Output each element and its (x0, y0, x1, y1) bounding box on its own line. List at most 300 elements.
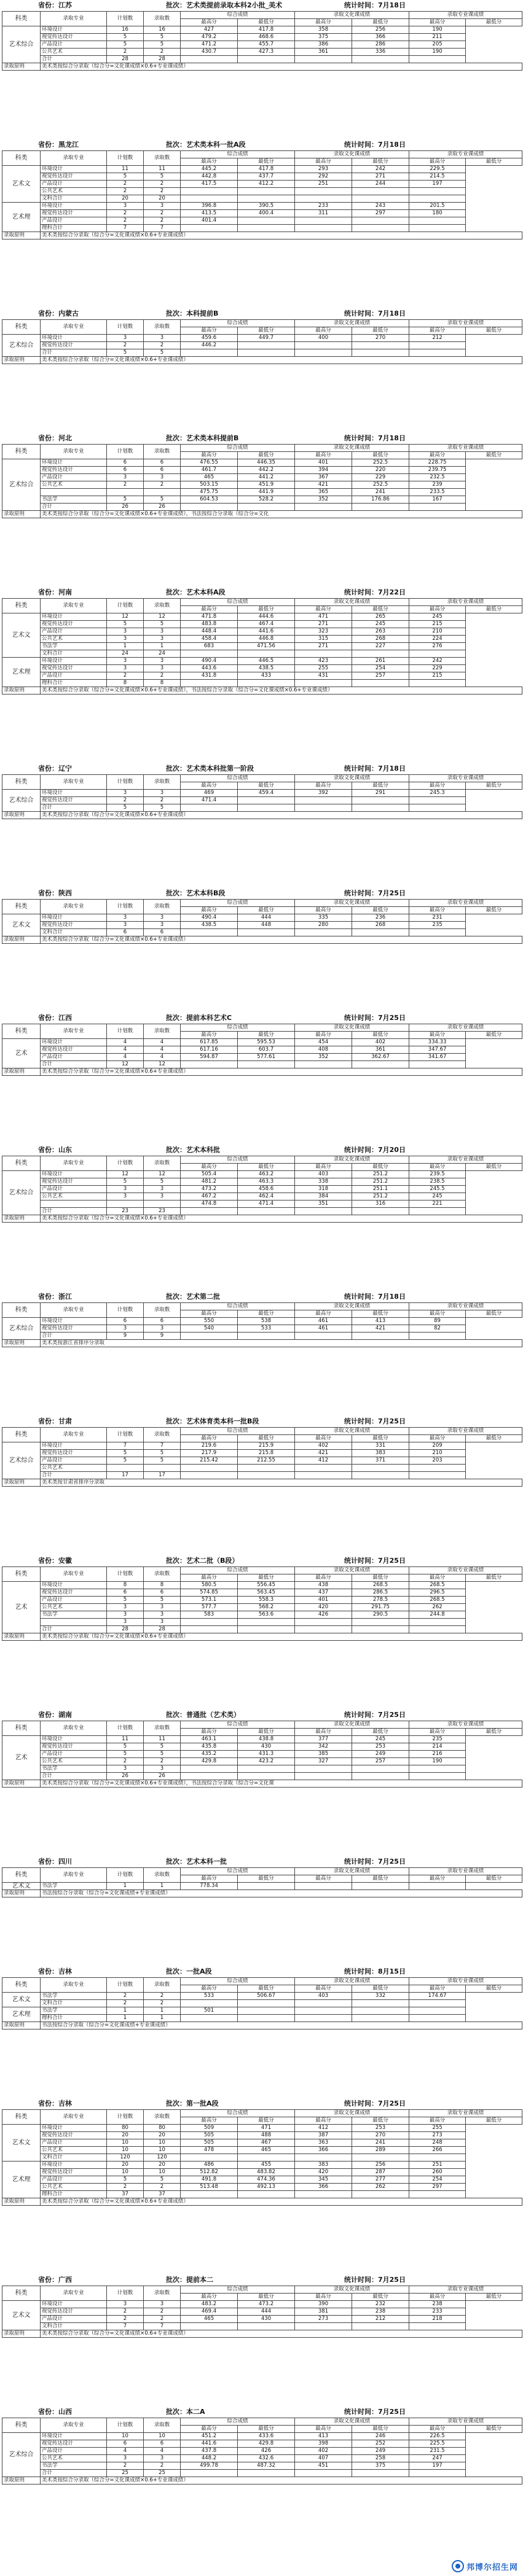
value-cell: 190 (409, 49, 466, 56)
value-cell: 5 (144, 1743, 181, 1751)
value-cell: 407 (295, 2455, 352, 2462)
value-cell: 2 (107, 1758, 144, 1765)
header-composite: 综合成绩 (181, 2110, 295, 2117)
value-cell: 12 (144, 613, 181, 621)
value-cell: 8 (144, 680, 181, 687)
header-max: 最高分 (181, 1164, 238, 1171)
value-cell: 473.2 (238, 2301, 295, 2308)
value-cell: 441.6 (181, 2440, 238, 2448)
value-cell: 366 (295, 2184, 352, 2191)
value-cell (352, 1465, 409, 1472)
value-cell: 7 (107, 2323, 144, 2330)
value-cell: 5 (144, 1450, 181, 1457)
header-max: 最高分 (295, 452, 352, 459)
value-cell: 475.75 (181, 489, 238, 496)
header-category: 科类 (2, 2110, 41, 2125)
value-cell: 421 (352, 1325, 409, 1333)
value-cell: 271 (295, 621, 352, 628)
major-cell (41, 1200, 107, 1208)
value-cell: 528.2 (238, 496, 295, 504)
admission-section (0, 1966, 523, 2029)
header-min: 最低分 (352, 2426, 409, 2433)
score-table (2, 150, 522, 239)
stat-date: 统计时间：7月25日 (344, 1417, 406, 1425)
value-cell: 334.33 (409, 1039, 466, 1046)
value-cell: 215.42 (181, 1457, 238, 1465)
rule-label: 录取原则 (2, 1479, 41, 1487)
header-max: 最高分 (181, 327, 238, 335)
header-max: 最高分 (295, 1310, 352, 1318)
major-cell: 合计 (41, 349, 107, 357)
category-cell: 艺术理 (2, 2162, 41, 2198)
major-cell: 合计 (41, 1333, 107, 1340)
value-cell (352, 217, 409, 225)
header-row (2, 599, 522, 606)
value-cell: 471.8 (181, 613, 238, 621)
value-cell: 462.4 (238, 1193, 295, 1200)
value-cell: 426 (295, 1611, 352, 1619)
value-cell: 201.5 (409, 203, 466, 210)
table-row (2, 1200, 522, 1208)
header-row (2, 1303, 522, 1310)
value-cell: 6 (107, 1589, 144, 1597)
value-cell: 403 (295, 1993, 352, 2000)
value-cell: 5 (144, 621, 181, 628)
value-cell: 268.5 (409, 1582, 466, 1589)
value-cell: 247 (409, 2455, 466, 2462)
section-header (0, 139, 523, 150)
rule-row (2, 511, 522, 518)
major-cell: 公共艺术 (41, 1604, 107, 1611)
value-cell (352, 1333, 409, 1340)
header-admit: 录取数 (144, 900, 181, 914)
table-row (2, 2316, 522, 2323)
category-cell: 艺术综合 (2, 335, 41, 357)
value-cell: 10 (107, 2169, 144, 2176)
value-cell: 471.2 (181, 41, 238, 49)
value-cell: 474.8 (181, 1200, 238, 1208)
header-max: 最高分 (409, 452, 466, 459)
header-row (2, 151, 522, 158)
table-row (2, 173, 522, 181)
value-cell: 603.7 (238, 1046, 295, 1054)
stat-date: 统计时间：7月18日 (344, 765, 406, 772)
value-cell: 2 (144, 181, 181, 188)
value-cell: 3 (107, 665, 144, 672)
section-header (0, 1013, 523, 1024)
value-cell (352, 2470, 409, 2477)
value-cell: 2 (107, 797, 144, 804)
value-cell (144, 1200, 181, 1208)
header-min: 最低分 (238, 1164, 295, 1171)
score-table (2, 1721, 522, 1788)
value-cell: 5 (107, 496, 144, 504)
value-cell (409, 195, 466, 203)
table-row (2, 1626, 522, 1633)
value-cell: 233 (409, 2308, 466, 2316)
value-cell: 215 (409, 621, 466, 628)
major-cell: 合计 (41, 1061, 107, 1068)
value-cell: 249 (352, 1751, 409, 1758)
value-cell: 1 (144, 643, 181, 650)
rule-label: 录取原则 (2, 2198, 41, 2206)
value-cell: 2 (107, 481, 144, 489)
value-cell: 286.5 (352, 1589, 409, 1597)
value-cell: 352 (295, 1054, 352, 1061)
header-category: 科类 (2, 1868, 41, 1883)
value-cell: 4 (144, 1039, 181, 1046)
table-row (2, 1333, 522, 1340)
value-cell: 8 (107, 1582, 144, 1589)
value-cell: 432.6 (238, 2455, 295, 2462)
header-admit: 录取数 (144, 1303, 181, 1318)
rule-text: 美术类按甘肃省排序分录取 (41, 1479, 522, 1487)
table-row (2, 1751, 522, 1758)
value-cell: 248 (409, 2139, 466, 2147)
header-admit: 录取数 (144, 1567, 181, 1582)
value-cell (238, 680, 295, 687)
table-row (2, 1472, 522, 1479)
value-cell (238, 349, 295, 357)
value-cell (238, 2000, 295, 2007)
table-row (2, 2191, 522, 2198)
major-cell: 环境设计 (41, 2301, 107, 2308)
value-cell (409, 2015, 466, 2022)
major-cell: 合计 (41, 2470, 107, 2477)
value-cell (352, 1626, 409, 1633)
value-cell: 12 (144, 1171, 181, 1178)
header-min: 最低分 (466, 19, 522, 26)
score-table (2, 1427, 522, 1487)
header-row (2, 1567, 522, 1574)
header-culture: 录取文化课成绩 (295, 1428, 409, 1435)
value-cell: 390 (295, 2301, 352, 2308)
watermark (452, 2560, 518, 2572)
value-cell: 216 (409, 1751, 466, 1758)
score-table (2, 774, 522, 819)
major-cell: 文科合计 (41, 650, 107, 658)
header-culture: 录取文化课成绩 (295, 1978, 409, 1985)
header-professional: 录取专业课成绩 (409, 900, 522, 907)
table-row (2, 1171, 522, 1178)
table-row (2, 496, 522, 504)
value-cell: 17 (144, 1472, 181, 1479)
category-cell: 艺术理 (2, 658, 41, 687)
table-row (2, 166, 522, 173)
major-cell: 环境设计 (41, 166, 107, 173)
major-cell: 环境设计 (41, 459, 107, 467)
table-row (2, 2470, 522, 2477)
value-cell: 245.3 (409, 790, 466, 797)
major-cell: 产品设计 (41, 1751, 107, 1758)
admission-section (0, 1145, 523, 1223)
value-cell: 505.4 (181, 1171, 238, 1178)
header-category: 科类 (2, 1024, 41, 1039)
header-composite: 综合成绩 (181, 2286, 295, 2294)
score-table (2, 1024, 522, 1076)
value-cell: 233.5 (409, 489, 466, 496)
rule-row (2, 1340, 522, 1347)
header-min: 最低分 (352, 327, 409, 335)
value-cell: 449.7 (238, 335, 295, 342)
header-major: 录取专业 (41, 1978, 107, 1993)
value-cell: 383 (352, 1450, 409, 1457)
rule-row (2, 2330, 522, 2338)
value-cell: 229 (409, 665, 466, 672)
header-plan: 计划数 (107, 1428, 144, 1442)
value-cell: 239 (409, 481, 466, 489)
value-cell: 476.55 (181, 459, 238, 467)
value-cell: 20 (107, 2162, 144, 2169)
header-max: 最高分 (295, 1435, 352, 1442)
value-cell: 10 (144, 2147, 181, 2154)
value-cell: 5 (107, 349, 144, 357)
table-row (2, 2184, 522, 2191)
value-cell: 11 (107, 166, 144, 173)
value-cell: 2 (144, 797, 181, 804)
value-cell: 3 (144, 203, 181, 210)
value-cell: 442.8 (181, 173, 238, 181)
value-cell (409, 1765, 466, 1773)
value-cell: 595.53 (238, 1039, 295, 1046)
value-cell: 454 (295, 1039, 352, 1046)
table-row (2, 643, 522, 650)
major-cell: 环境设计 (41, 2433, 107, 2440)
value-cell: 444 (238, 2308, 295, 2316)
header-professional: 录取专业课成绩 (409, 1024, 522, 1032)
value-cell: 429.8 (238, 2440, 295, 2448)
value-cell: 3 (107, 1186, 144, 1193)
value-cell (409, 650, 466, 658)
admission-section (0, 888, 523, 944)
value-cell: 413 (352, 1318, 409, 1325)
value-cell: 385 (295, 1751, 352, 1758)
value-cell: 197 (409, 181, 466, 188)
major-cell: 产品设计 (41, 181, 107, 188)
table-row (2, 467, 522, 474)
header-composite: 综合成绩 (181, 1567, 295, 1574)
rule-text: 美术类按综合分录取（综合分=文化课成绩×0.6+专业课成绩） (41, 2477, 522, 2485)
value-cell: 291 (352, 790, 409, 797)
value-cell: 451.2 (181, 2433, 238, 2440)
value-cell (352, 1883, 409, 1890)
value-cell: 421 (295, 1450, 352, 1457)
batch-label: 批次：艺术本科A段 (166, 588, 226, 596)
category-cell: 艺术综合 (2, 1171, 41, 1215)
value-cell: 468.6 (238, 34, 295, 41)
stat-date: 统计时间：7月25日 (344, 1014, 406, 1022)
value-cell: 5 (107, 2176, 144, 2184)
header-professional: 录取专业课成绩 (409, 1428, 522, 1435)
header-plan: 计划数 (107, 2286, 144, 2301)
rule-row (2, 1215, 522, 1223)
value-cell: 499.78 (181, 2462, 238, 2470)
major-cell: 视觉传达设计 (41, 1743, 107, 1751)
value-cell: 6 (144, 1318, 181, 1325)
header-max: 最高分 (181, 1310, 238, 1318)
value-cell: 6 (107, 2440, 144, 2448)
value-cell: 205 (409, 41, 466, 49)
header-composite: 综合成绩 (181, 12, 295, 19)
value-cell (352, 2007, 409, 2015)
section-header (0, 1291, 523, 1302)
header-plan: 计划数 (107, 900, 144, 914)
header-row (2, 1156, 522, 1164)
header-min: 最低分 (352, 606, 409, 613)
value-cell: 6 (107, 1318, 144, 1325)
value-cell (295, 2015, 352, 2022)
value-cell: 9 (144, 1333, 181, 1340)
value-cell: 266 (409, 2147, 466, 2154)
section-header (0, 1145, 523, 1156)
value-cell (409, 797, 466, 804)
category-cell: 艺术综合 (2, 2433, 41, 2477)
value-cell (238, 1472, 295, 1479)
header-category: 科类 (2, 2286, 41, 2301)
value-cell (238, 804, 295, 812)
header-min: 最低分 (238, 1032, 295, 1039)
header-admit: 录取数 (144, 2110, 181, 2125)
category-cell: 艺术文 (2, 2301, 41, 2330)
value-cell: 16 (144, 26, 181, 34)
header-max: 最高分 (409, 1435, 466, 1442)
category-cell: 艺术理 (2, 2007, 41, 2022)
header-major: 录取专业 (41, 151, 107, 166)
major-cell: 环境设计 (41, 1736, 107, 1743)
value-cell: 375 (295, 34, 352, 41)
table-row (2, 929, 522, 936)
value-cell: 12 (144, 1061, 181, 1068)
header-admit: 录取数 (144, 1868, 181, 1883)
value-cell: 423 (295, 658, 352, 665)
header-culture: 录取文化课成绩 (295, 445, 409, 452)
value-cell: 89 (409, 1318, 466, 1325)
value-cell: 268 (352, 922, 409, 929)
admission-section (0, 2098, 523, 2206)
header-min: 最低分 (238, 452, 295, 459)
major-cell: 公共艺术 (41, 188, 107, 195)
header-professional: 录取专业课成绩 (409, 2286, 522, 2294)
value-cell: 11 (144, 166, 181, 173)
section-header (0, 433, 523, 444)
header-max: 最高分 (181, 452, 238, 459)
value-cell: 292 (295, 173, 352, 181)
header-min: 最低分 (466, 2294, 522, 2301)
value-cell: 296.5 (409, 1589, 466, 1597)
table-row (2, 2162, 522, 2169)
header-max: 最高分 (409, 327, 466, 335)
major-cell: 视觉传达设计 (41, 2169, 107, 2176)
value-cell: 392 (295, 790, 352, 797)
table-row (2, 41, 522, 49)
admission-section (0, 1555, 523, 1641)
value-cell: 228.75 (409, 459, 466, 467)
major-cell: 视觉传达设计 (41, 210, 107, 217)
major-cell: 书法学 (41, 1765, 107, 1773)
value-cell: 2 (107, 210, 144, 217)
value-cell: 2 (144, 1758, 181, 1765)
header-min: 最低分 (352, 1875, 409, 1883)
header-composite: 综合成绩 (181, 1428, 295, 1435)
value-cell: 506.67 (238, 1993, 295, 2000)
header-plan: 计划数 (107, 1978, 144, 1993)
header-professional: 录取专业课成绩 (409, 2110, 522, 2117)
value-cell: 4 (107, 2448, 144, 2455)
value-cell: 463.1 (181, 1736, 238, 1743)
value-cell: 387 (295, 2132, 352, 2139)
header-major: 录取专业 (41, 1868, 107, 1883)
value-cell: 3 (144, 474, 181, 481)
value-cell: 251 (409, 2162, 466, 2169)
major-cell: 公共艺术 (41, 1465, 107, 1472)
major-cell: 书法学 (41, 1993, 107, 2000)
value-cell: 226.5 (409, 2433, 466, 2440)
header-max: 最高分 (295, 606, 352, 613)
score-table (2, 2286, 522, 2338)
batch-label: 批次：普通批（艺术类） (166, 1711, 240, 1719)
header-admit: 录取数 (144, 1428, 181, 1442)
value-cell (352, 2323, 409, 2330)
value-cell: 28 (107, 1626, 144, 1633)
major-cell: 视觉传达设计 (41, 1589, 107, 1597)
major-cell: 视觉传达设计 (41, 2440, 107, 2448)
value-cell (295, 504, 352, 511)
major-cell: 理科合计 (41, 680, 107, 687)
value-cell: 293 (295, 166, 352, 173)
value-cell: 5 (144, 2176, 181, 2184)
header-max: 最高分 (295, 1574, 352, 1582)
table-row (2, 1883, 522, 1890)
category-cell: 艺术文 (2, 613, 41, 658)
value-cell: 336 (352, 49, 409, 56)
major-cell: 合计 (41, 1208, 107, 1215)
value-cell: 2 (107, 2462, 144, 2470)
header-professional: 录取专业课成绩 (409, 12, 522, 19)
rule-row (2, 1890, 522, 1897)
table-row (2, 342, 522, 349)
value-cell: 3 (144, 1619, 181, 1626)
header-min: 最低分 (352, 1310, 409, 1318)
value-cell (295, 188, 352, 195)
table-row (2, 34, 522, 41)
value-cell: 190 (409, 26, 466, 34)
province-label: 省份：四川 (38, 1858, 72, 1866)
value-cell: 362.67 (352, 1054, 409, 1061)
value-cell: 366 (295, 2147, 352, 2154)
value-cell: 20 (107, 195, 144, 203)
major-cell: 公共艺术 (41, 49, 107, 56)
value-cell (295, 195, 352, 203)
header-category: 科类 (2, 1156, 41, 1171)
value-cell: 26 (144, 1773, 181, 1780)
value-cell: 441.9 (238, 489, 295, 496)
value-cell (238, 2154, 295, 2162)
value-cell: 403 (295, 1171, 352, 1178)
rule-text: 美术类按综合分录取（综合分=文化课成绩×0.6+专业课成绩） (41, 812, 522, 819)
value-cell: 479.2 (181, 34, 238, 41)
major-cell: 理科合计 (41, 2015, 107, 2022)
header-max: 最高分 (181, 1435, 238, 1442)
value-cell: 231 (409, 914, 466, 922)
value-cell: 401.4 (181, 217, 238, 225)
value-cell (238, 1883, 295, 1890)
rule-label: 录取原则 (2, 1633, 41, 1641)
value-cell: 3 (144, 1604, 181, 1611)
value-cell: 402 (295, 2448, 352, 2455)
value-cell (409, 1061, 466, 1068)
table-row (2, 188, 522, 195)
table-row (2, 658, 522, 665)
